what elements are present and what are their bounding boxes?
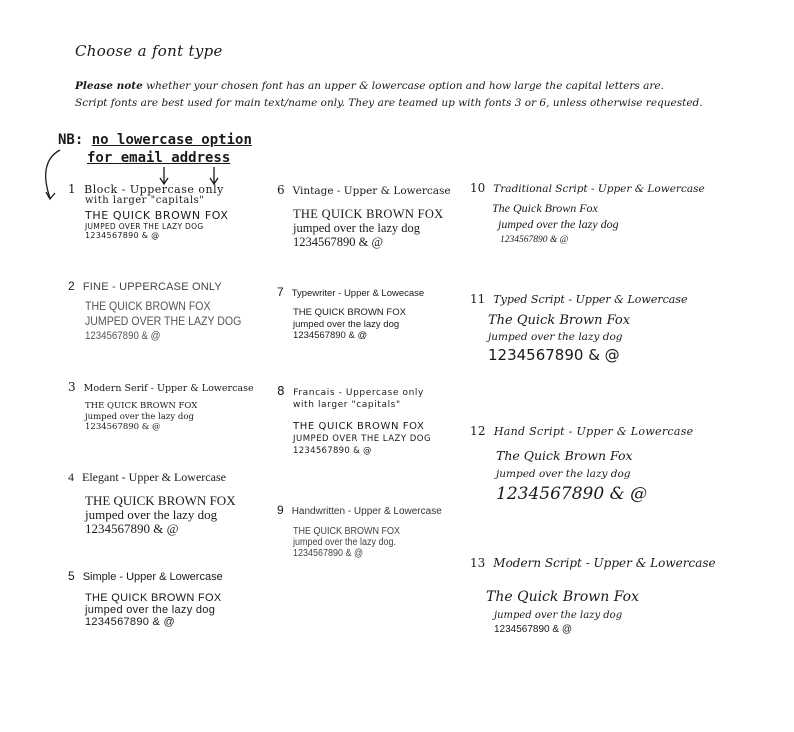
font-number: 9: [277, 503, 284, 517]
font-label: Handwritten - Upper & Lowercase: [291, 506, 442, 517]
font-label: Typewriter - Upper & Lowecase: [291, 288, 425, 299]
sample-line-2: jumped over the lazy dog: [494, 610, 623, 621]
sample-line-2: jumped over the lazy dog: [293, 221, 421, 235]
sample-line-2: JUMPED OVER THE LAZY DOG: [85, 314, 242, 328]
note-line-1-text: whether your chosen font has an upper & lowercase option and how large the capital letters are.: [142, 80, 664, 92]
font-option-12: [470, 424, 693, 505]
nb-line-1: no lowercase option: [91, 132, 252, 148]
sample-line-2: JUMPED OVER THE LAZY DOG: [293, 434, 432, 444]
nb-prefix: NB:: [58, 132, 84, 148]
sample-line-2: jumped over the lazy dog: [85, 604, 216, 616]
note-bold: Please note: [75, 80, 143, 92]
font-option-13: [470, 556, 716, 636]
sample-line-3: 1234567890 & @: [85, 422, 161, 432]
font-number: 10: [470, 181, 486, 195]
nb-line-2: for email address: [87, 150, 231, 166]
sample-line-3: 1234567890 & @: [85, 521, 179, 536]
font-number: 1: [68, 182, 77, 196]
sample-line-2: jumped over the lazy dog: [496, 468, 631, 480]
sample-line-1: THE QUICK BROWN FOX: [85, 493, 236, 508]
sample-line-2: JUMPED OVER THE LAZY DOG: [85, 222, 204, 231]
curved-arrow-head: [46, 192, 55, 199]
font-label: FINE - UPPERCASE ONLY: [82, 281, 222, 293]
font-label: Modern Script - Upper & Lowercase: [493, 556, 716, 570]
sample-line-3: 1234567890 & @: [85, 231, 160, 240]
sample-line-1: THE QUICK BROWN FOX: [85, 299, 211, 313]
font-number: 2: [68, 279, 75, 293]
font-option-8: [277, 384, 431, 457]
font-label: Typed Script - Upper & Lowercase: [493, 293, 688, 306]
sample-line-3: 1234567890 & @: [293, 548, 364, 559]
font-number: 12: [470, 424, 486, 438]
sample-line-1: THE QUICK BROWN FOX: [293, 421, 425, 432]
sample-line-3: 1234567890 & @: [496, 484, 648, 504]
sample-line-1: The Quick Brown Fox: [488, 313, 631, 328]
curved-arrow-line: [46, 150, 60, 198]
font-label: Francais - Uppercase only: [293, 388, 424, 398]
sample-line-3: 1234567890 & @: [293, 330, 368, 341]
sample-line-3: 1234567890 & @: [488, 346, 620, 364]
sample-line-1: THE QUICK BROWN FOX: [85, 209, 229, 222]
font-option-2: [68, 279, 263, 343]
sample-line-2: jumped over the lazy dog: [293, 318, 400, 330]
sample-line-1: THE QUICK BROWN FOX: [85, 401, 198, 411]
font-number: 13: [470, 556, 486, 570]
sample-line-2: jumped over the lazy dog: [498, 217, 619, 231]
font-option-3: [68, 380, 254, 433]
sample-line-2: jumped over the lazy dog: [488, 331, 623, 343]
font-number: 6: [277, 183, 285, 197]
font-option-4: [68, 470, 236, 536]
font-number: 3: [68, 380, 76, 394]
font-option-7: [277, 285, 424, 342]
font-option-1: [68, 184, 228, 240]
page-title: Choose a font type: [75, 42, 223, 60]
sample-line-1: The Quick Brown Fox: [486, 589, 639, 605]
sample-line-3: 1234567890 & @: [293, 446, 372, 456]
font-label-2: with larger "capitals": [293, 400, 401, 410]
font-option-11: [470, 292, 687, 365]
font-option-6: [277, 183, 451, 249]
font-option-9: [277, 503, 442, 559]
font-number: 5: [68, 569, 75, 583]
font-option-10: [470, 181, 705, 248]
note-line-2: Script fonts are best used for main text/name only. They are teamed up with fonts 3 or 6, unless otherwise requested.: [75, 97, 703, 109]
sample-line-1: THE QUICK BROWN FOX: [293, 207, 444, 221]
sample-line-1: THE QUICK BROWN FOX: [85, 592, 222, 604]
font-label: Hand Script - Upper & Lowercase: [493, 425, 694, 438]
sample-line-1: THE QUICK BROWN FOX: [293, 307, 406, 318]
font-number: 7: [277, 285, 284, 299]
sample-line-2: jumped over the lazy dog.: [293, 537, 397, 548]
sample-line-2: jumped over the lazy dog: [85, 411, 194, 422]
font-label: Traditional Script - Upper & Lowercase: [493, 183, 705, 195]
note-line-1: [75, 80, 664, 92]
sample-line-2: jumped over the lazy dog: [85, 507, 218, 522]
font-option-5: [68, 569, 223, 628]
sample-line-3: 1234567890 & @: [293, 235, 383, 249]
sample-line-1: The Quick Brown Fox: [496, 448, 633, 463]
sample-line-3: 1234567890 & @: [500, 235, 569, 245]
sample-line-1: THE QUICK BROWN FOX: [293, 526, 401, 537]
sample-line-3: 1234567890 & @: [85, 616, 175, 628]
font-label: Vintage - Upper & Lowercase: [292, 185, 451, 197]
font-label: Modern Serif - Upper & Lowercase: [83, 383, 254, 394]
font-label: Block - Uppercase only: [84, 183, 224, 196]
sample-line-1: The Quick Brown Fox: [492, 201, 598, 215]
font-number: 11: [470, 292, 486, 306]
sample-line-3: 1234567890 & @: [85, 330, 161, 342]
sample-line-3: 1234567890 & @: [494, 624, 572, 635]
font-label-2: with larger "capitals": [85, 195, 205, 206]
font-label: Simple - Upper & Lowercase: [82, 571, 223, 583]
font-number: 8: [277, 384, 286, 398]
font-label: Elegant - Upper & Lowercase: [82, 470, 226, 484]
font-number: 4: [68, 470, 74, 484]
